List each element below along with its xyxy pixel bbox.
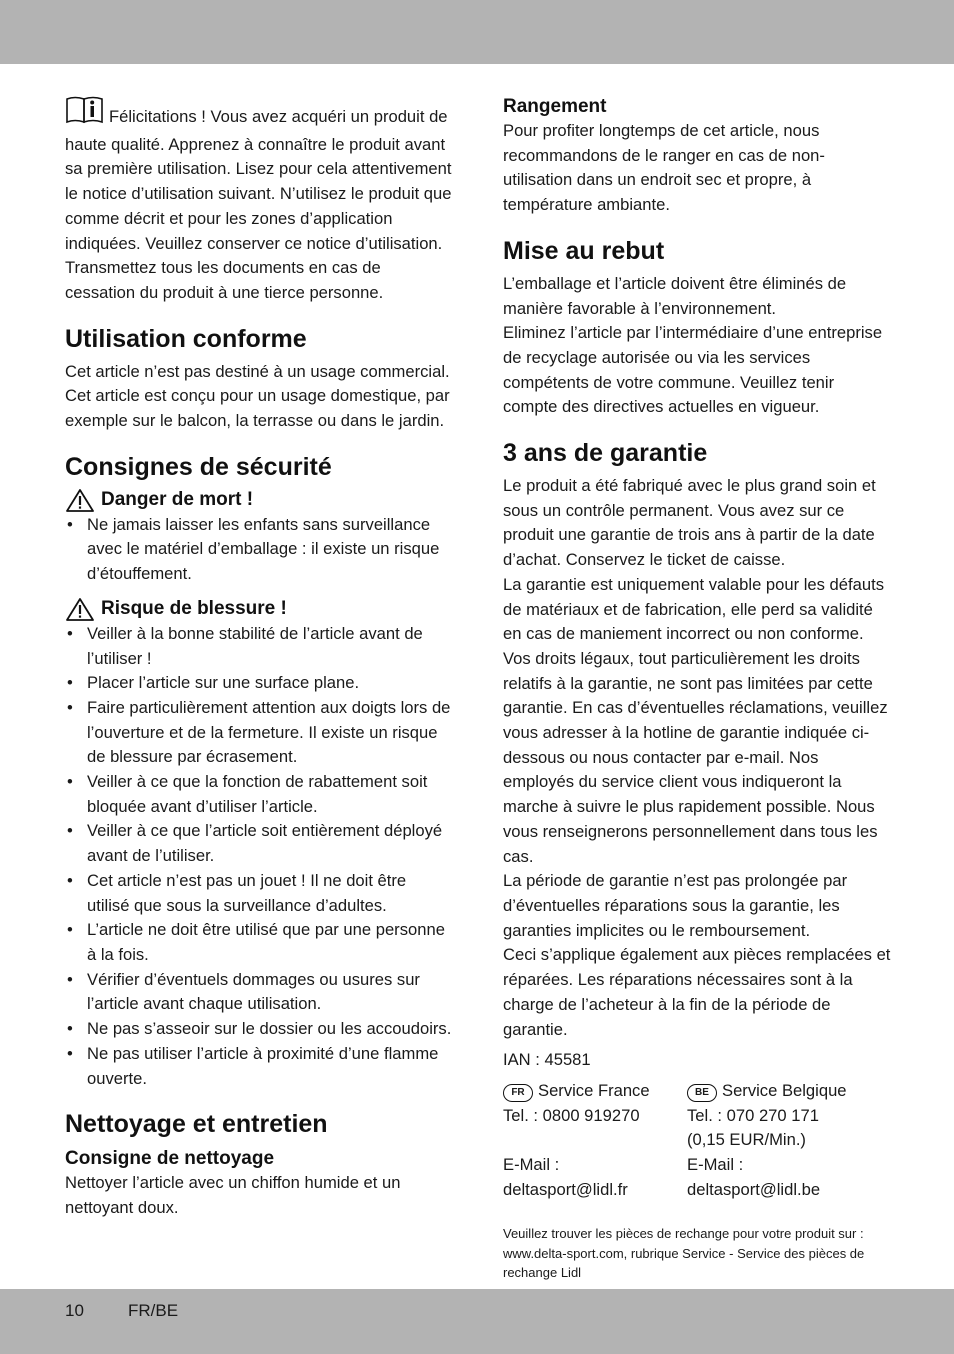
intro-text: Félicitations ! Vous avez acquéri un produit de haute qualité. Apprenez à connaître le produit avant sa première utilisation. Lisez pour cela attentivement le notice d’utilisation suivant. N’utilisez le produit que comme décrit et pour les zones d’application indiquées. Veuillez conserver ce notice d’utilisation. Transmettez tous les documents en cas de cessation du produit à une tierce personne. — [65, 107, 452, 302]
danger-list — [65, 513, 453, 587]
garantie-text-1: Le produit a été fabriqué avec le plus grand soin et sous un contrôle permanent. Vous avez sur ce produit une garantie de trois ans à partir de la date d’achat. Conservez le ticket de caisse. — [503, 476, 876, 570]
spare-parts-note: Veuillez trouver les pièces de rechange pour votre produit sur : www.delta-sport.com, rubrique Service - Service des pièces de rechange Lidl — [503, 1226, 865, 1281]
rangement-title: Rangement — [503, 96, 607, 117]
list-item: • Vérifier d’éventuels dommages ou usures sur l’article avant chaque utilisation. — [65, 968, 453, 1017]
service-belgique-email[interactable]: deltasport@lidl.be — [687, 1179, 821, 1199]
garantie-text-2: La garantie est uniquement valable pour les défauts de matériaux et de fabrication, elle perd sa validité en cas de maniement incorrect ou non conforme. Vos droits légaux, tout particulièrement les droits relatifs à la garantie, ne sont pas limitées par cette garantie. En cas d’éventuelles réclamations, veuillez vous adresser à la hotline de garantie indiquée ci-dessous ou nous contacter par e-mail. Nos employés du service client vous indiqueront la marche à suivre le plus rapidement possible. Nous vous renseignerons personnellement dans tous les cas. — [503, 574, 888, 866]
service-france-email[interactable]: deltasport@lidl.fr — [503, 1179, 628, 1199]
locale-label: FR/BE — [128, 1301, 179, 1320]
list-item: • Ne pas utiliser l’article à proximité d’une flamme ouverte. — [65, 1042, 453, 1091]
list-item: • Ne jamais laisser les enfants sans surveillance avec le matériel d’emballage : il existe un risque d’étouffement. — [65, 513, 453, 587]
service-belgique-email-label: E-Mail : — [687, 1155, 744, 1175]
footer-bar — [0, 1289, 954, 1354]
warning-triangle-icon — [65, 597, 95, 622]
intro-paragraph — [65, 95, 453, 306]
list-item: • Veiller à la bonne stabilité de l’article avant de l’utiliser ! — [65, 622, 453, 671]
service-contacts — [503, 1079, 893, 1203]
left-column — [65, 95, 453, 1221]
list-item: • L’article ne doit être utilisé que par une personne à la fois. — [65, 918, 453, 967]
be-badge-icon: BE — [687, 1084, 717, 1102]
list-item: • Faire particulièrement attention aux doigts lors de l’ouverture et de la fermeture. Il existe un risque de blessure par écrasement. — [65, 696, 453, 770]
garantie-title: 3 ans de garantie — [503, 439, 708, 468]
header-bar — [0, 0, 954, 64]
service-belgique — [687, 1079, 887, 1203]
list-item: • Ne pas s’asseoir sur le dossier ou les accoudoirs. — [65, 1017, 453, 1042]
rebut-text-1: L’emballage et l’article doivent être éliminés de manière favorable à l’environnement. — [503, 273, 847, 318]
danger-title: Danger de mort ! — [101, 489, 254, 511]
rebut-text-2: Eliminez l’article par l’intermédiaire d’une entreprise de recyclage autorisée ou via les services compétents de votre commune. Veuillez tenir compte des directives actuelles en vigueur. — [503, 323, 883, 417]
list-item: • Veiller à ce que l’article soit entièrement déployé avant de l’utiliser. — [65, 819, 453, 868]
utilisation-text: Cet article n’est pas destiné à un usage commercial. Cet article est conçu pour un usage domestique, par exemple sur le balcon, la terrasse ou dans le jardin. — [65, 361, 450, 431]
fr-badge-icon: FR — [503, 1084, 533, 1102]
risque-title: Risque de blessure ! — [101, 598, 287, 620]
nettoyage-text: Nettoyer l’article avec un chiffon humide et un nettoyant doux. — [65, 1173, 401, 1217]
list-item: • Veiller à ce que la fonction de rabattement soit bloquée avant d’utiliser l’article. — [65, 770, 453, 819]
utilisation-title: Utilisation conforme — [65, 324, 307, 353]
rangement-text: Pour profiter longtemps de cet article, nous recommandons de le ranger en cas de non-utilisation dans un endroit sec et propre, à température ambiante. — [503, 121, 825, 215]
risque-list — [65, 622, 453, 1091]
ian-number: IAN : 45581 — [503, 1050, 591, 1070]
service-belgique-name: Service Belgique — [722, 1080, 847, 1100]
garantie-text-4: Ceci s’applique également aux pièces remplacées et réparées. Les réparations nécessaires sont à la charge de l’acheteur à la fin de la période de garantie. — [503, 945, 891, 1039]
right-column — [503, 95, 893, 1283]
service-france-email-label: E-Mail : — [503, 1155, 560, 1175]
list-item: • Cet article n’est pas un jouet ! Il ne doit être utilisé que sous la surveillance d’adultes. — [65, 869, 453, 918]
service-france — [503, 1079, 687, 1203]
rebut-title: Mise au rebut — [503, 236, 665, 265]
nettoyage-subtitle: Consigne de nettoyage — [65, 1148, 275, 1170]
garantie-text-3: La période de garantie n’est pas prolongée par d’éventuelles réparations sous la garantie, les garanties implicites ou le remboursement. — [503, 871, 848, 940]
nettoyage-title: Nettoyage et entretien — [65, 1110, 328, 1139]
info-manual-icon — [65, 95, 105, 133]
danger-heading — [65, 488, 453, 513]
service-france-name: Service France — [538, 1080, 650, 1100]
service-belgique-rate: (0,15 EUR/Min.) — [687, 1130, 806, 1150]
page-number: 10 — [65, 1301, 84, 1320]
securite-title: Consignes de sécurité — [65, 452, 332, 481]
list-item: • Placer l’article sur une surface plane. — [65, 671, 453, 696]
warning-triangle-icon — [65, 488, 95, 513]
risque-heading — [65, 597, 453, 622]
service-france-tel: Tel. : 0800 919270 — [503, 1105, 640, 1125]
service-belgique-tel: Tel. : 070 270 171 — [687, 1105, 819, 1125]
